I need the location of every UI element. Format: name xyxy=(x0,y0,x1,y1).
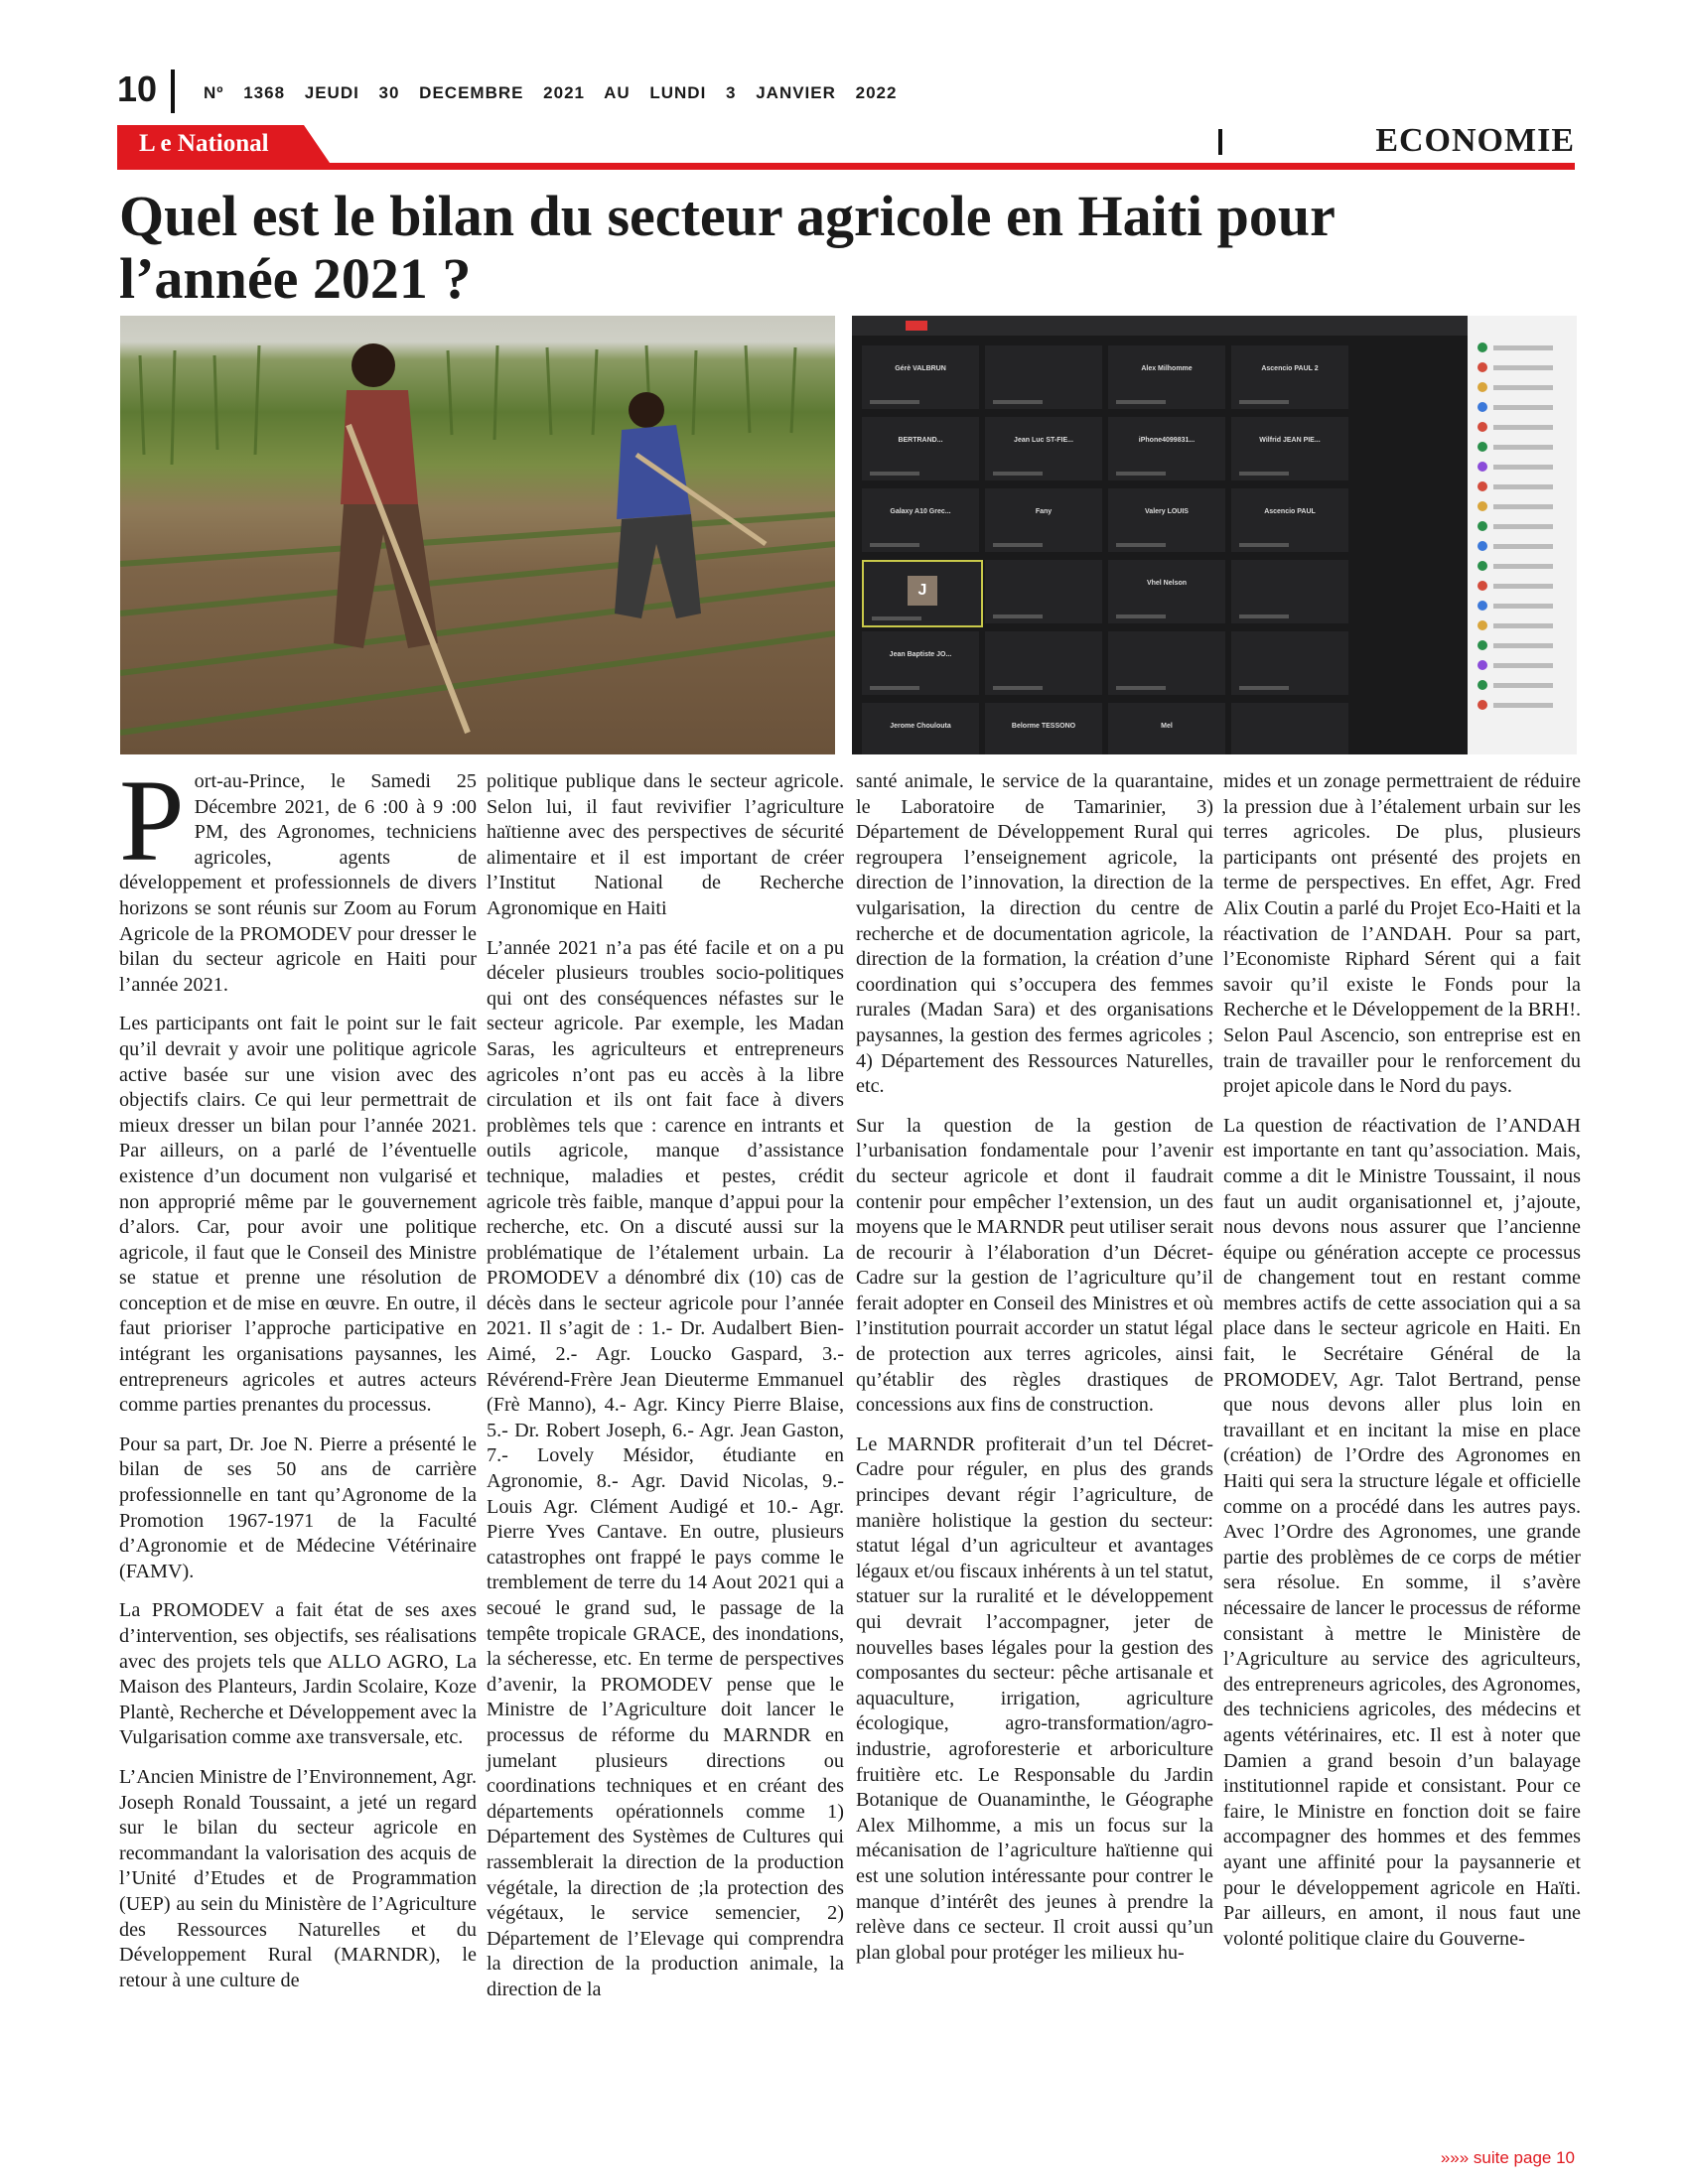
page-number: 10 xyxy=(117,68,158,109)
zoom-tile xyxy=(1231,631,1348,695)
zoom-tile-name: Fany xyxy=(1035,508,1053,515)
zoom-tile-label xyxy=(870,686,919,690)
zoom-tile xyxy=(1108,417,1225,480)
section-name: ECONOMIE xyxy=(1375,122,1575,159)
zoom-tile-name: Ascencio PAUL 2 xyxy=(1261,365,1319,372)
zoom-tile-label xyxy=(870,472,919,476)
zoom-tile xyxy=(862,560,983,627)
farmers-illustration xyxy=(120,316,835,754)
zoom-tile xyxy=(1231,345,1348,409)
zoom-tile xyxy=(862,345,979,409)
zoom-tile xyxy=(1108,560,1225,623)
zoom-tile xyxy=(862,631,979,695)
article-title: Quel est le bilan du secteur agricole en Haiti pour l’année 2021 ? xyxy=(119,184,1335,311)
zoom-tile xyxy=(985,703,1102,754)
zoom-tile-label xyxy=(1239,686,1289,690)
zoom-tile xyxy=(1108,488,1225,552)
zoom-tile-name: Vhel Nelson xyxy=(1146,580,1188,587)
zoom-tile-label xyxy=(1239,543,1289,547)
farmers-photo xyxy=(120,316,835,754)
zoom-tile-name: iPhone4099831... xyxy=(1138,437,1196,444)
zoom-tile-name: Ascencio PAUL xyxy=(1264,508,1316,515)
zoom-tile xyxy=(1231,417,1348,480)
zoom-tile-label xyxy=(993,543,1043,547)
article-column-1 xyxy=(119,755,477,2007)
zoom-participants-panel xyxy=(1468,316,1577,754)
zoom-tile-name: Jean Baptiste JO... xyxy=(889,651,952,658)
zoom-tile-label xyxy=(1239,614,1289,618)
paragraph: La question de réactivation de l’ANDAH est importante en tant qu’association. Mais, comme a dit le Ministre Toussaint, il nous faut un audit organisationnel et, j’ajoute, nous devons nous assurer que l’ancienne équipe ou génération accepte ce processus de changement tout en restant comme membres actifs de cette association qui a sa place dans le secteur agricole en Haiti. En fait, le Secrétaire Général de la PROMODEV, Agr. Talot Bertrand, pense que nous devons aller plus loin en travaillant et en incitant la mise en place (création) de l’Ordre des Agronomes en Haiti qui sera la structure légale et officielle comme on a procédé dans les autres pays. Avec l’Ordre des Agronomes, une grande partie des problèmes de ce corps de métier sera résolue. En somme, il s’avère nécessaire de lancer le processus de réforme consistant à mettre le Ministère de l’Agriculture au service des agriculteurs, des entrepreneurs agricoles, des Agronomes, des techniciens agricoles, des médecins et agents vétérinaires, etc. Il est à noter que Damien a grand besoin d’un balayage institutionnel rapide et consistant. Pour ce faire, le Ministre en fonction doit se faire accompagner des hommes et des femmes ayant une affinité pour la paysannerie et pour le développement agricole en Haïti. Par ailleurs, en amont, il nous faut une volonté politique claire du Gouverne- xyxy=(1223,1114,1581,1950)
zoom-tile-label xyxy=(993,686,1043,690)
avatar: J xyxy=(908,576,937,606)
paragraph: Port-au-Prince, le Samedi 25 Décembre 2021, de 6 :00 à 9 :00 PM, des Agronomes, techniciens agricoles, agents de développement et professionnels de divers horizons se sont réunis sur Zoom au Forum Agricole de la PROMODEV pour dresser le bilan du secteur agricole en Haiti pour l’année 2021. xyxy=(119,755,477,996)
zoom-tile-label xyxy=(1116,472,1166,476)
drop-cap: P xyxy=(119,755,185,886)
page-number-divider xyxy=(171,69,175,113)
zoom-tile-name: Jerome Choulouta xyxy=(890,723,951,730)
zoom-tile-label xyxy=(993,400,1043,404)
zoom-tile-label xyxy=(993,472,1043,476)
zoom-meeting-screenshot xyxy=(852,316,1577,754)
paragraph: Pour sa part, Dr. Joe N. Pierre a présenté le bilan de ses 50 ans de carrière professionnelle en tant qu’Agronome de la Promotion 1967-1971 de la Faculté d’Agronomie et de Médecine Vétérinaire (FAMV). xyxy=(119,1433,477,1582)
zoom-tile-name: Jean Luc ST-FIE... xyxy=(1014,437,1073,444)
zoom-tile-name: Gérè VALBRUN xyxy=(895,365,946,372)
zoom-tile xyxy=(1108,703,1225,754)
zoom-tile xyxy=(1231,560,1348,623)
issue-dateline: Nº 1368 JEUDI 30 DECEMBRE 2021 AU LUNDI 3 JANVIER 2022 xyxy=(204,83,898,102)
zoom-tile-label xyxy=(870,400,919,404)
zoom-tile-label xyxy=(870,543,919,547)
paragraph: Les participants ont fait le point sur le fait qu’il devrait y avoir une politique agricole active basée sur une vision avec des objectifs clairs. Ce qui leur permettrait de mieux dresser un bilan pour l’année 2021. Par ailleurs, on a parlé de l’éventuelle existence d’un document non vulgarisé et non approprié même par le gouvernement d’alors. Car, pour avoir une politique agricole, il faut que le Conseil des Ministre se statue et prenne une résolution de conception et de mise en œuvre. En outre, il faut prioriser l’approche participative en intégrant les organisations paysannes, les entrepreneurs agricoles et autres acteurs comme parties prenantes du processus. xyxy=(119,1013,477,1417)
zoom-tile xyxy=(1108,345,1225,409)
zoom-tile-label xyxy=(1239,400,1289,404)
zoom-tile xyxy=(1231,488,1348,552)
zoom-tile-name: BERTRAND... xyxy=(898,437,943,444)
paragraph: Sur la question de la gestion de l’urbanisation fondamentale pour l’avenir du secteur agricole et dont il faudrait contenir pour empêcher l’extension, un des moyens que le MARNDR peut utiliser serait de recourir à l’élaboration d’un Décret-Cadre sur la gestion de l’agriculture qu’il ferait adopter en Conseil des Ministres et où l’institution pourrait accorder un statut légal de protection aux terres agricoles, ainsi qu’établir des règles drastiques de concessions aux fins de construction. xyxy=(856,1114,1213,1417)
newspaper-brand: L e National xyxy=(139,130,269,157)
zoom-tile-name: Belorme TESSONO xyxy=(1011,723,1076,730)
zoom-tile xyxy=(1108,631,1225,695)
zoom-tile-name: Mel xyxy=(1161,723,1173,730)
paragraph: santé animale, le service de la quarantaine, le Laboratoire de Tamarinier, 3) Département de Développement Rural qui regroupera l’enseignement agricole, la direction de l’innovation, la direction de la vulgarisation, la direction du centre de recherche et de documentation agricole, la direction de la formation, la création d’une coordination qui s’occupera des femmes rurales (Madan Sara) et des organisations paysannes, la gestion des fermes agricoles ; 4) Département des Ressources Naturelles, etc. xyxy=(856,770,1213,1098)
zoom-tile xyxy=(985,631,1102,695)
article-column-4 xyxy=(1223,769,1581,1966)
zoom-tile xyxy=(862,488,979,552)
zoom-tile-label xyxy=(1116,614,1166,618)
zoom-tile-name: Galaxy A10 Grec... xyxy=(890,508,951,515)
article-column-3 xyxy=(856,769,1213,1979)
zoom-tile xyxy=(985,417,1102,480)
paragraph: politique publique dans le secteur agricole. Selon lui, il faut revivifier l’agriculture haïtienne avec des perspectives de sécurité alimentaire et il est important de créer l’Institut National de Recherche Agronomique en Haiti xyxy=(487,770,844,919)
zoom-tile xyxy=(862,703,979,754)
zoom-tile-name: Valery LOUIS xyxy=(1145,508,1189,515)
zoom-live-badge xyxy=(906,321,927,331)
continued-link[interactable]: »»» suite page 10 xyxy=(1440,2148,1575,2167)
header-rule xyxy=(117,163,1575,170)
zoom-tile-label xyxy=(872,616,921,620)
zoom-tile-label xyxy=(1116,686,1166,690)
zoom-tile-label xyxy=(1116,400,1166,404)
paragraph: Le MARNDR profiterait d’un tel Décret-Cadre pour réguler, en plus des grands principes devant régir l’agriculture, de manière holistique la gestion du secteur: statut légal d’un agriculteur et avantages légaux et/ou fiscaux inhérents à un tel statut, statuer sur la ruralité et le développement qui devrait l’accompagner, jeter de nouvelles bases légales pour la gestion des composantes du secteur: pêche artisanale et aquaculture, irrigation, agriculture écologique, agro-transformation/agro-industrie, agroforesterie et arboriculture fruitière etc. Le Responsable du Jardin Botanique de Ouanaminthe, le Géographe Alex Milhomme, a mis un focus sur la mécanisation de l’agriculture haïtienne qui est une solution intéressante pour contrer le manque d’intérêt des jeunes à prendre la relève dans ce secteur. Il croit aussi qu’un plan global pour protéger les milieux hu- xyxy=(856,1433,1213,1964)
zoom-tile xyxy=(862,417,979,480)
zoom-tile xyxy=(985,560,1102,623)
paragraph: mides et un zonage permettraient de réduire la pression due à l’étalement urbain sur les terres agricoles. De plus, plusieurs participants ont présenté des projets en terme de perspectives. En effet, Agr. Fred Alix Coutin a parlé du Projet Eco-Haiti et la réactivation de l’ANDAH. Pour sa part, l’Economiste Riphard Sérent qui a fait savoir qu’il existe le Fonds pour la Recherche et le Développement de la BRH!. Selon Paul Ascencio, son entreprise est en train de travailler pour le renforcement du projet apicole dans le Nord du pays. xyxy=(1223,770,1581,1098)
zoom-tile xyxy=(1231,703,1348,754)
zoom-tile-name: Wilfrid JEAN PIE... xyxy=(1259,437,1321,444)
zoom-tile xyxy=(985,345,1102,409)
section-divider xyxy=(1218,129,1222,155)
paragraph: L’Ancien Ministre de l’Environnement, Agr. Joseph Ronald Toussaint, a jeté un regard sur le bilan du secteur agricole en recommandant la valorisation des acquis de l’Unité d’Etudes et de Programmation (UEP) au sein du Ministère de l’Agriculture des Ressources Naturelles et du Développement Rural (MARNDR), le retour à une culture de xyxy=(119,1765,477,1991)
zoom-tile-label xyxy=(1239,472,1289,476)
zoom-tile-name: Alex Milhomme xyxy=(1141,365,1193,372)
paragraph: L’année 2021 n’a pas été facile et on a pu déceler plusieurs troubles socio-politiques qui ont des conséquences néfastes sur le secteur agricole. Par exemple, les Madan Saras, les agriculteurs et entrepreneurs agricoles n’ont pas eu accès à la libre circulation et ils ont fait face à divers problèmes tels que : carence en intrants et outils agricole, manque d’assistance technique, maladies et pestes, crédit agricole très faible, manque d’appui pour la recherche, etc. On a discuté aussi sur la problématique de l’étalement urbain. La PROMODEV a dénombré dix (10) cas de décès dans le secteur agricole pour l’année 2021. Il s’agit de : 1.- Dr. Audalbert Bien-Aimé, 2.- Agr. Loucko Gaspard, 3.- Révérend-Frère Jean Dieuterme Emmanuel (Frè Manno), 4.- Agr. Kincy Pierre Blaise, 5.- Dr. Robert Joseph, 6.- Agr. Jean Gaston, 7.- Lovely Mésidor, étudiante en Agronomie, 8.- Agr. David Nicolas, 9.- Louis Agr. Clément Audigé et 10.- Agr. Pierre Yves Cantave. En outre, plusieurs catastrophes ont frappé le pays comme le tremblement de terre du 14 Aout 2021 qui a secoué le grand sud, le passage de la tempête tropicale GRACE, des inondations, la sécheresse, etc. En terme de perspectives d’avenir, la PROMODEV pense que le Ministre de l’Agriculture doit lancer le processus de réforme du MARNDR en jumelant plusieurs directions ou coordinations techniques et en créant des départements opérationnels comme 1) Département des Systèmes de Cultures qui rassemblerait la direction de la production végétale, la direction de ;la protection des végétaux, le service semencier, 2) Département de l’Elevage qui comprendra la direction de la production animale, la direction de la xyxy=(487,936,844,2000)
article-column-2 xyxy=(487,769,844,2017)
zoom-tile-label xyxy=(1116,543,1166,547)
zoom-tile-label xyxy=(993,614,1043,618)
paragraph: La PROMODEV a fait état de ses axes d’intervention, ses objectifs, ses réalisations avec des projets tels que ALLO AGRO, La Maison des Planteurs, Jardin Scolaire, Koze Plantè, Recherche et Développement avec la Vulgarisation comme axe transversale, etc. xyxy=(119,1599,477,1749)
zoom-tile xyxy=(985,488,1102,552)
